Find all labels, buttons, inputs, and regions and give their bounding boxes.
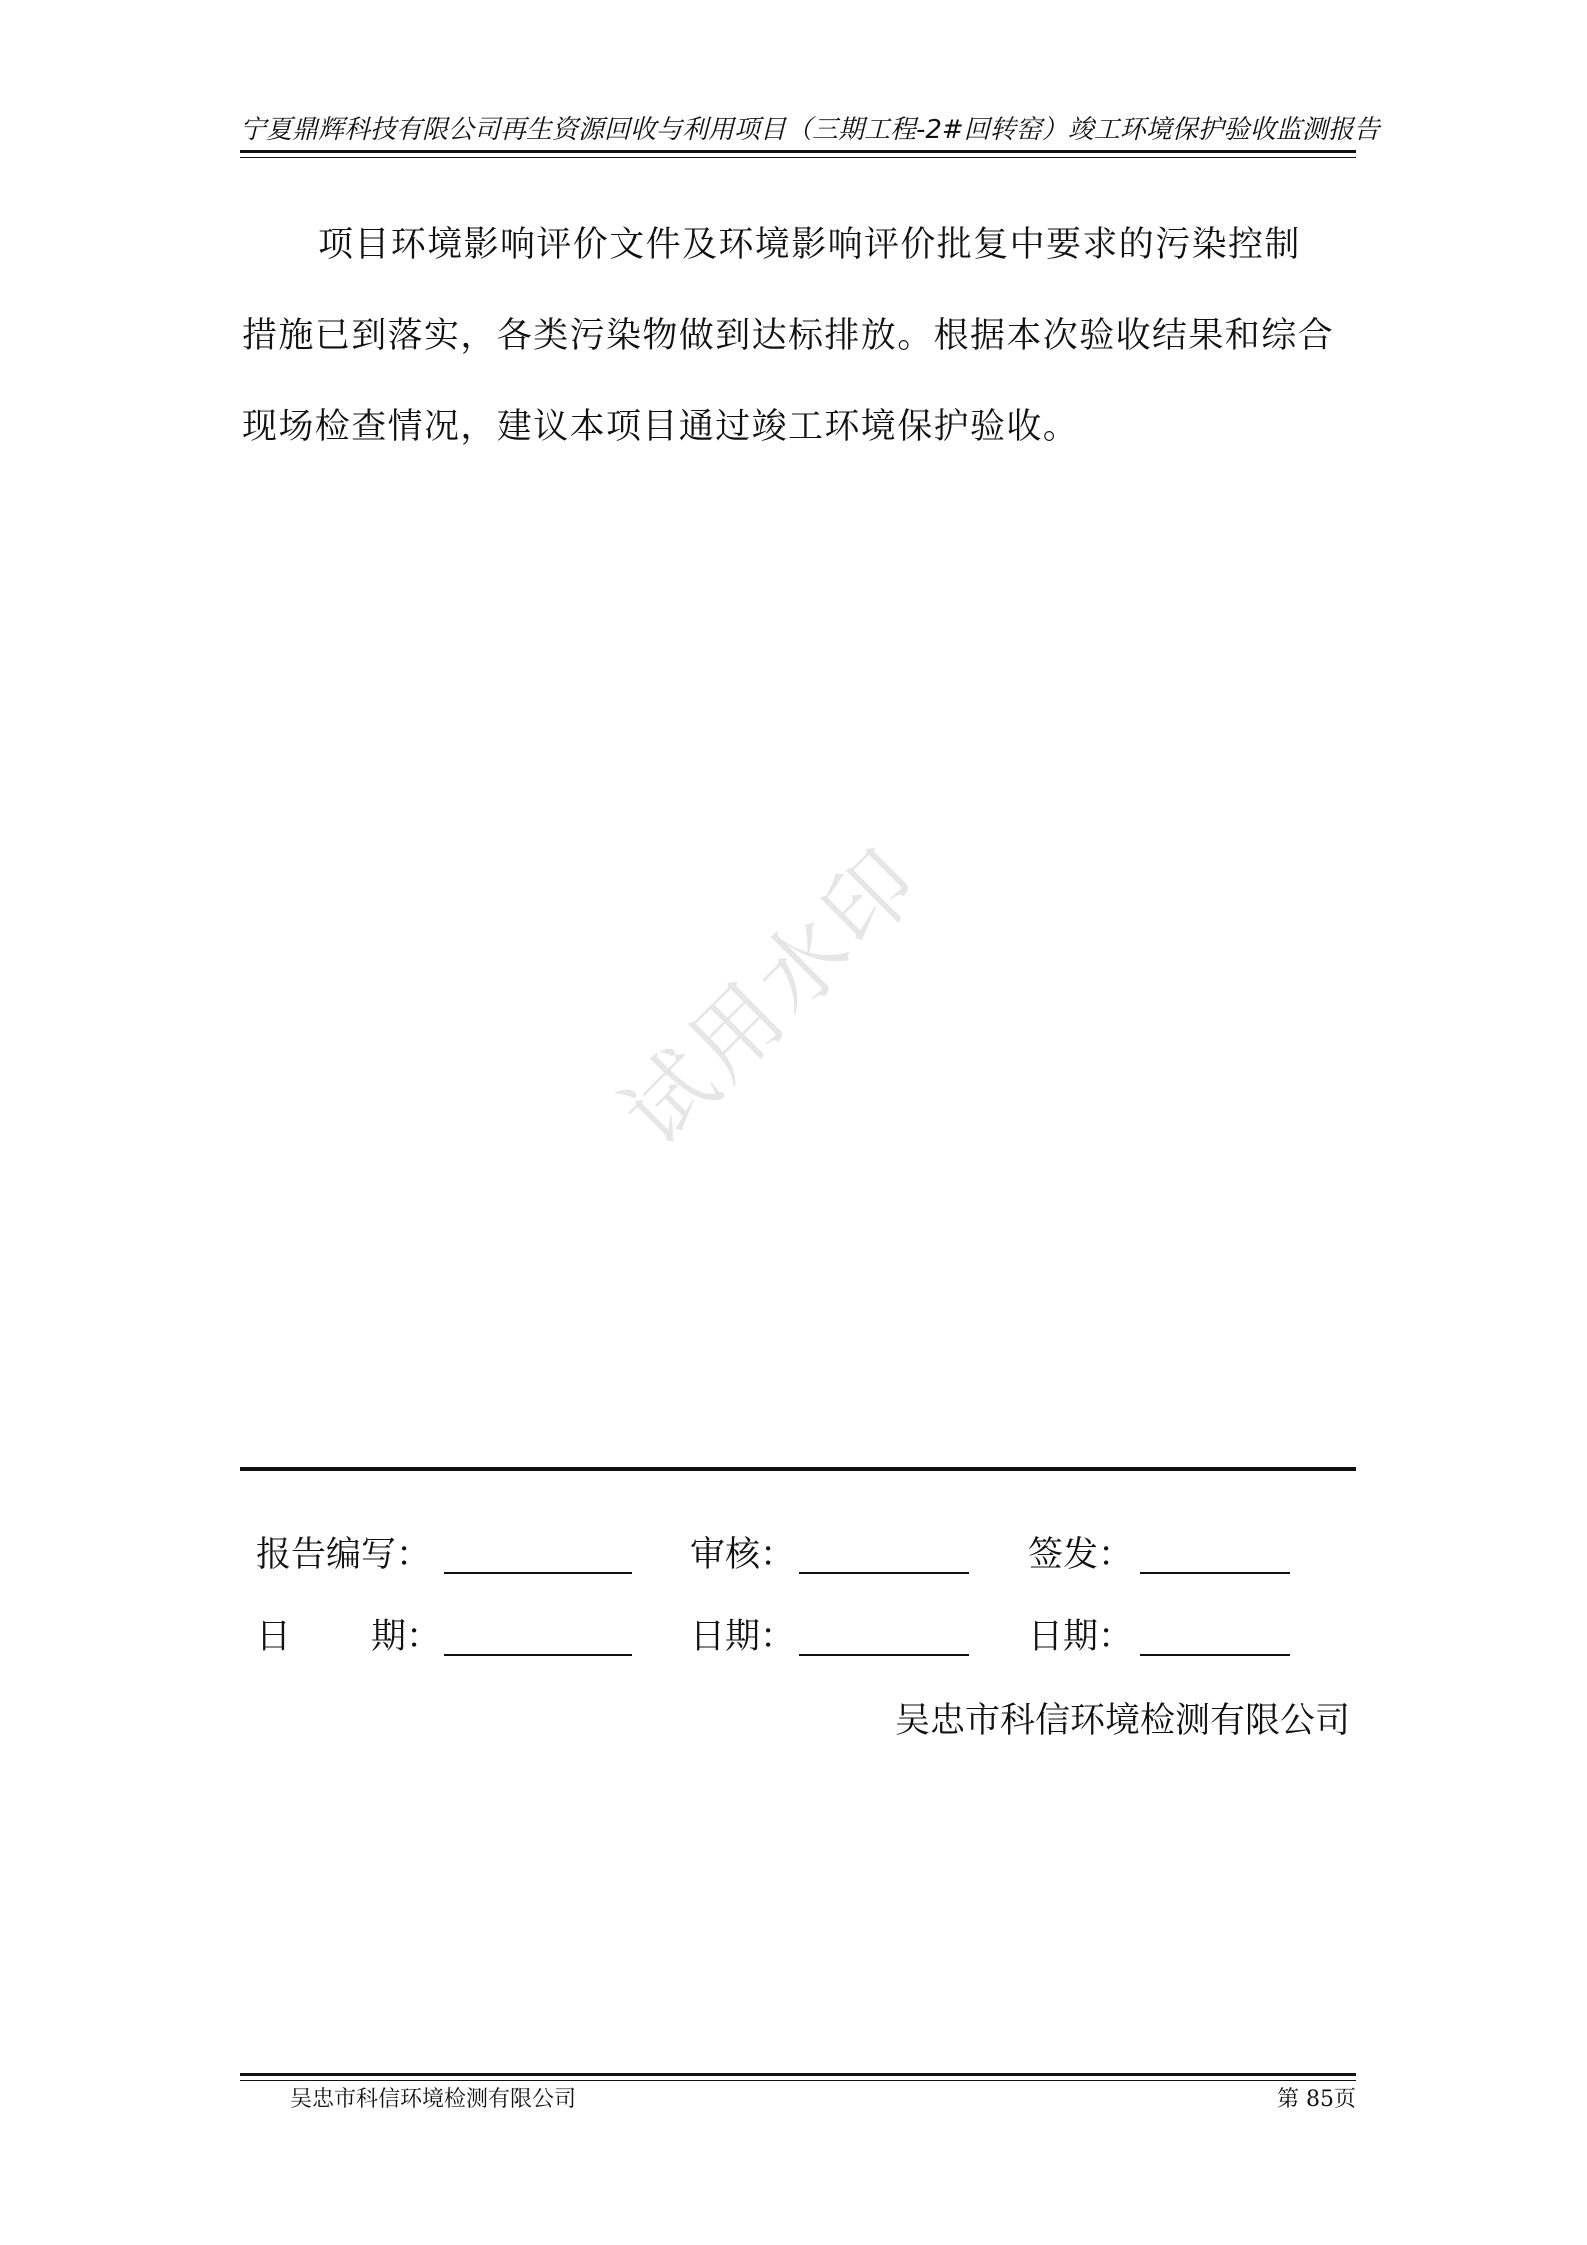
author-signature-blank [444, 1572, 632, 1574]
paragraph-line-3: 现场检查情况，建议本项目通过竣工环境保护验收。 [242, 407, 1080, 447]
author-label: 报告编写： [256, 1535, 432, 1575]
header-rule-secondary [240, 157, 1356, 158]
paragraph-line-1: 项目环境影响评价文件及环境影响评价批复中要求的污染控制 [318, 225, 1301, 265]
footer-rule [240, 2073, 1356, 2076]
author-date-label-part1: 日 [256, 1617, 292, 1657]
review-date-blank [799, 1654, 969, 1656]
footer-rule-secondary [240, 2080, 1356, 2081]
page-number: 第 85页 [1277, 2087, 1356, 2112]
author-date-label-part2: 期： [371, 1617, 442, 1657]
review-date-label: 日期： [690, 1617, 796, 1657]
issue-date-blank [1140, 1654, 1290, 1656]
signature-section-rule [240, 1467, 1356, 1471]
issue-signature-blank [1140, 1572, 1290, 1574]
issue-label: 签发： [1028, 1535, 1134, 1575]
date-row [256, 1612, 1356, 1662]
footer-company: 吴忠市科信环境检测有限公司 [290, 2087, 577, 2112]
author-date-blank [444, 1654, 632, 1656]
review-label: 审核： [690, 1535, 796, 1575]
header-rule [240, 150, 1356, 153]
issue-date-label: 日期： [1028, 1617, 1134, 1657]
review-signature-blank [799, 1572, 969, 1574]
paragraph-line-2: 措施已到落实，各类污染物做到达标排放。根据本次验收结果和综合 [242, 316, 1335, 356]
company-signature: 吴忠市科信环境检测有限公司 [894, 1701, 1350, 1741]
conclusion-paragraph [242, 200, 1356, 473]
page-header-title: 宁夏鼎辉科技有限公司再生资源回收与利用项目（三期工程-2#回转窑）竣工环境保护验收监测报告 [240, 115, 1380, 145]
signature-row [256, 1530, 1356, 1580]
trial-watermark: 试用水印 [602, 826, 942, 1166]
